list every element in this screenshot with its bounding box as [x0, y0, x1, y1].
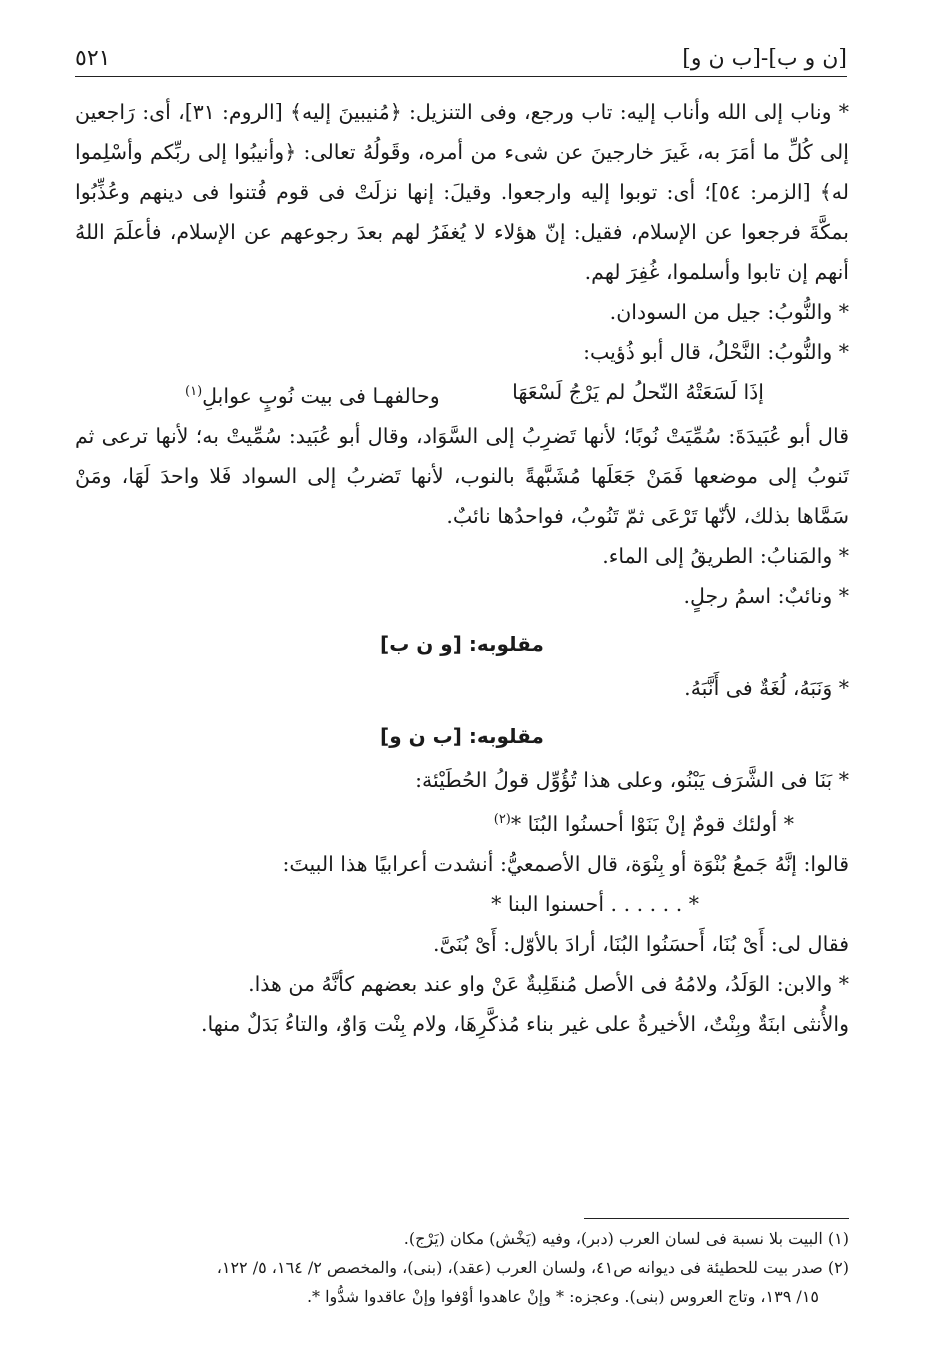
verse-second-hemistich: وحالفهـا فى بيت نُوبٍ عوابلِ$^{(١)}$: [185, 383, 440, 408]
entry-anaba: * وناب إلى الله وأناب إليه: تاب ورجع، وفى التنزيل: ﴿مُنيبينَ إليه﴾ [الروم: ٣١]، أى: رَاجعين إلى كُلِّ ما أمَرَ به، غَيرَ خارجينَ عن شىء من أمره، وقَولُهُ تعالى: ﴿وأنيبُوا إلى ربِّكم وأسْلِموا له﴾ [الزمر: ٥٤]؛ أى: توبوا إليه وارجعوا. وقيلَ: إنها نزلَتْ فى قوم فُتنوا فى دينهم وعُذِّبُوا بمكَّةَ فرجعوا عن الإسلام، فقيل: إنّ هؤلاء لا يُغفَرُ لهم بعدَ رجوعهم عن الإسلام، فأعلَمَ اللهُ أنهم إن تابوا وأسلموا، غُفِرَ لهم.: [75, 100, 850, 284]
verse-hutay-a: * أولئك قومٌ إنْ بَنَوْا أحسنُوا البُنَا *$^{(٢)}$: [493, 811, 794, 836]
verse-fragment: * . . . . . . أحسنوا البنا *: [491, 891, 699, 916]
section-heading-wnb: مقلوبه: [و ن ب]: [380, 631, 544, 656]
entry-abu-ubayda: قال أبو عُبَيدَةَ: سُمِّيَتْ نُوبًا؛ لأنها تَضرِبُ إلى السَّوَاد، وقال أبو عُبَيد: سُمِّيتْ به؛ لأنها ترعى ثم تَنوبُ إلى موضعها فَمَنْ جَعَلَها مُشَبَّهةً بالنوب، لأنها تَضربُ إلى السواد فَلا واحدَ لَهَا، ومَنْ سَمَّاها بذلك، لأنّها تَرْعَى ثمّ تَنُوبُ، فواحدُها نائبٌ.: [75, 423, 849, 528]
entry-naib: * ونائبٌ: اسمُ رجلٍ.: [683, 583, 849, 608]
footnote-1: (١) البيت بلا نسبة فى لسان العرب (دبر)، وفيه (يَخْش) مكان (يَرْج).: [403, 1229, 849, 1248]
entry-wanabahu: * وَنَبَهُ، لُغَةٌ فى أَنَّبَهُ.: [684, 675, 849, 700]
verse-abu-dhuayb: [75, 372, 849, 416]
verse-first-hemistich: إذَا لَسَعَتْهُ النّحلُ لم يَرْجُ لَسْعَهَا: [512, 380, 764, 404]
footnote-2: (٢) صدر بيت للحطيئة فى ديوانه ص٤١، ولسان العرب (عقد)، (بنى)، والمخصص ٢/ ١٦٤، ٥/ ١٢٢،: [216, 1258, 849, 1277]
entry-bunayya: فقال لى: أَىْ بُنَا، أَحسَنُوا البُنَا، أرادَ بالأوّل: أَىْ بُنَىَّ.: [433, 931, 849, 956]
page-header: [75, 40, 847, 77]
entry-bana: * بَنَا فى الشَّرَف يَبْنُو، وعلى هذا تُؤُوِّل قولُ الحُطَيْئة:: [415, 767, 849, 792]
main-text: [75, 92, 849, 1044]
root-range: [ن و ب]-[ب ن و]: [682, 45, 847, 71]
entry-manab: * والمَنابُ: الطريقُ إلى الماء.: [602, 543, 849, 568]
entry-nub-bees: * والنُّوبُ: النَّحْلُ، قال أبو ذُؤيب:: [583, 340, 849, 364]
page-number: ٥٢١: [75, 45, 111, 71]
entry-nub-sudan: * والنُّوبُ: جيل من السودان.: [609, 300, 849, 324]
footnote-ref-1: (١): [185, 384, 203, 399]
footnote-divider: [584, 1218, 849, 1219]
footnote-ref-2: (٢): [493, 811, 511, 827]
entry-bint: والأُنثى ابنَةٌ وبِنْتٌ، الأخيرةُ على غير بناء مُذكَّرِهَا، ولام بِنْت وَاوٌ، والتاءُ بَدَلٌ منها.: [200, 1011, 849, 1036]
footnote-2-continued: ١٥/ ١٣٩، وتاج العروس (بنى). وعجزه: * وإنْ عاهدوا أوْفوا وإنْ عاقدوا شدُّوا *.: [306, 1287, 819, 1306]
section-heading-bnw: مقلوبه: [ب ن و]: [380, 723, 544, 748]
entry-ibn: * والابن: الوَلَدُ، ولامُهُ فى الأصل مُنقَلِبةٌ عَنْ واو عند بعضهم كأنَّهُ من هذا.: [248, 971, 849, 996]
footnotes: [75, 1224, 849, 1311]
entry-asmai: قالوا: إنَّهُ جَمعُ بُنْوَة أو بِنْوَة، قال الأصمعيُّ: أنشدت أعرابيًا هذا البيتَ:: [282, 851, 849, 876]
